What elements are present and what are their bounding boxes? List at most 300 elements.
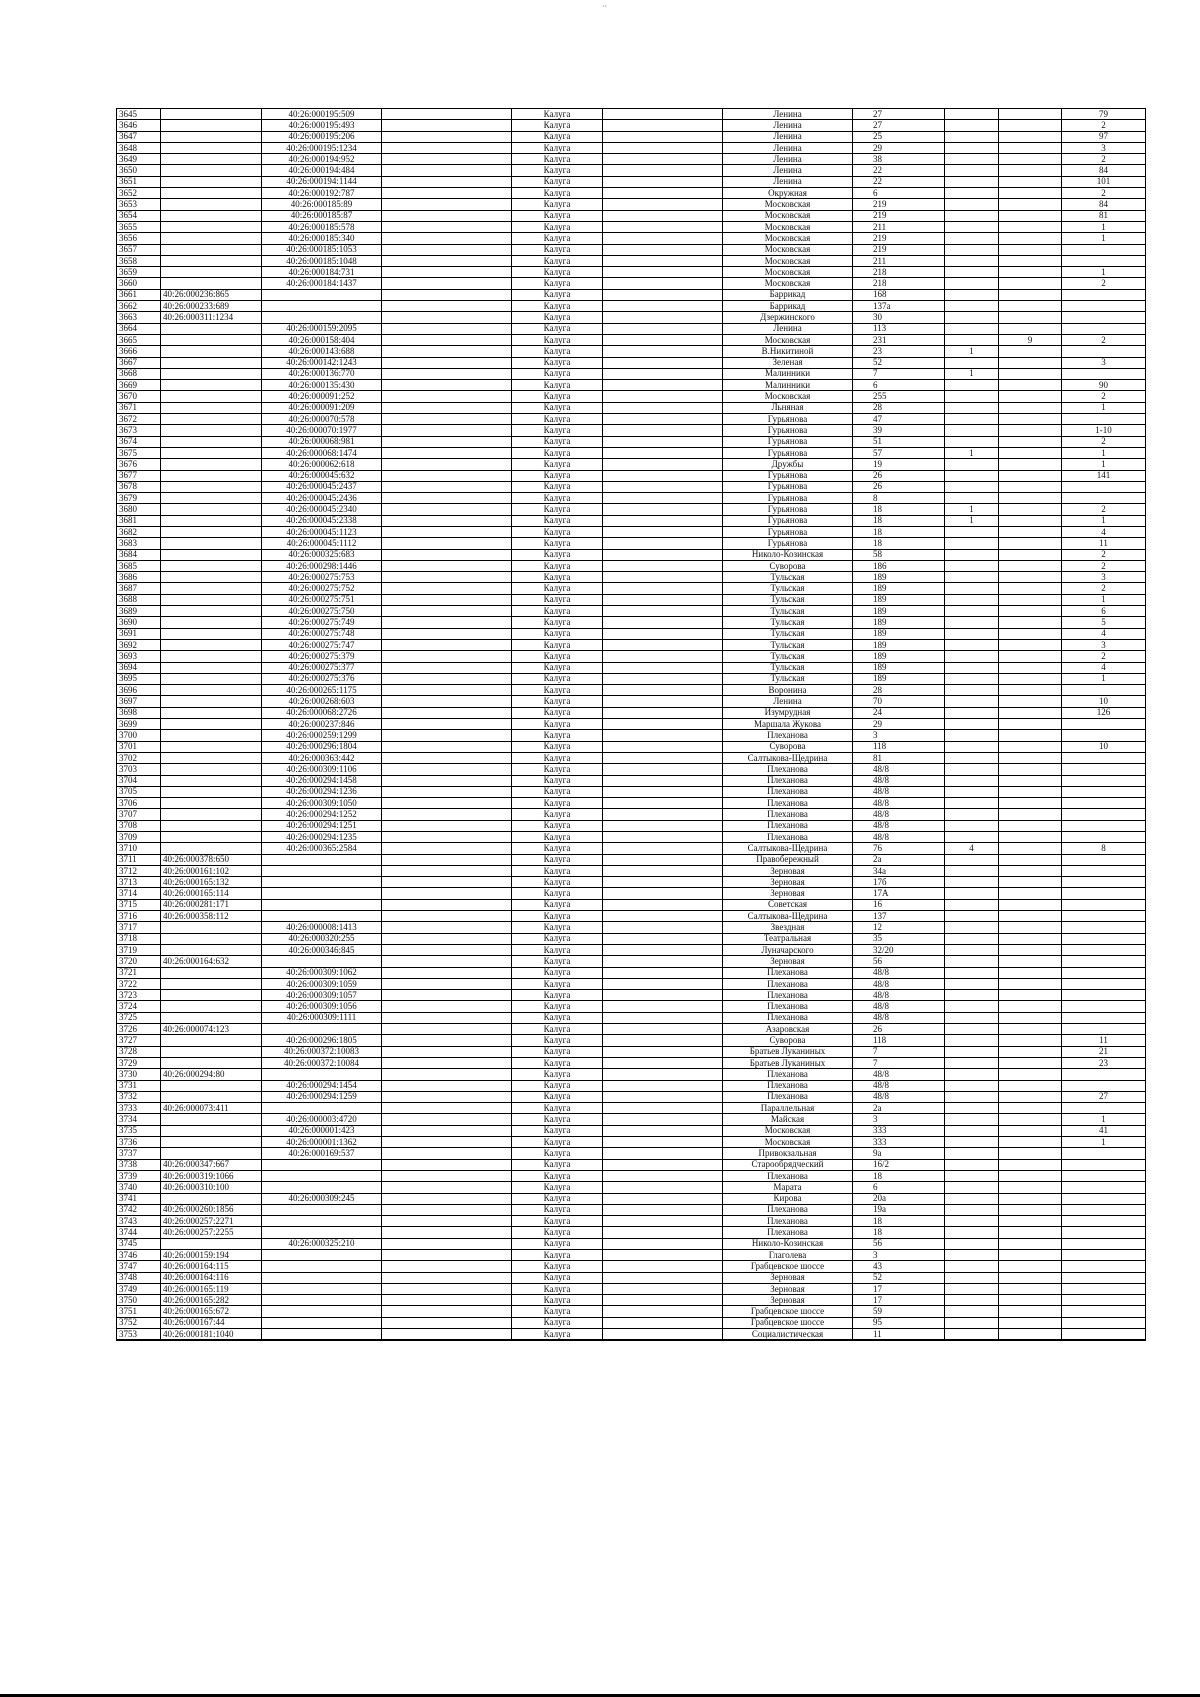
building-cell xyxy=(999,1283,1062,1294)
building-cell xyxy=(999,673,1062,684)
row-number-cell: 3693 xyxy=(117,651,161,662)
house-number-cell: 20а xyxy=(853,1193,945,1204)
table-row xyxy=(117,944,1146,955)
street-cell: Братьев Луканиных xyxy=(723,1046,853,1057)
building-cell xyxy=(999,267,1062,278)
table-row xyxy=(117,436,1146,447)
city-cell: Калуга xyxy=(512,877,603,888)
land-cadastral-number-cell xyxy=(161,380,262,391)
korpus-cell xyxy=(945,142,999,153)
apartment-number-cell xyxy=(1062,346,1146,357)
apartment-number-cell xyxy=(1062,1227,1146,1238)
house-number-cell: 81 xyxy=(853,752,945,763)
extra-col-a-cell xyxy=(382,1249,512,1260)
house-number-cell: 43 xyxy=(853,1261,945,1272)
row-number-cell: 3739 xyxy=(117,1170,161,1181)
table-row xyxy=(117,1204,1146,1215)
house-number-cell: 29 xyxy=(853,142,945,153)
land-cadastral-number-cell xyxy=(161,165,262,176)
extra-col-b-cell xyxy=(603,809,723,820)
street-cell: Зерновая xyxy=(723,1295,853,1306)
apartment-number-cell xyxy=(1062,1216,1146,1227)
city-cell: Калуга xyxy=(512,447,603,458)
house-number-cell: 189 xyxy=(853,628,945,639)
korpus-cell xyxy=(945,312,999,323)
table-row xyxy=(117,244,1146,255)
extra-col-b-cell xyxy=(603,402,723,413)
land-cadastral-number-cell xyxy=(161,628,262,639)
apartment-number-cell: 5 xyxy=(1062,617,1146,628)
city-cell: Калуга xyxy=(512,1216,603,1227)
city-cell: Калуга xyxy=(512,267,603,278)
extra-col-b-cell xyxy=(603,391,723,402)
extra-col-b-cell xyxy=(603,1238,723,1249)
street-cell: Гурьянова xyxy=(723,493,853,504)
apartment-number-cell xyxy=(1062,1148,1146,1159)
building-cadastral-number-cell: 40:26:000294:1252 xyxy=(262,809,382,820)
table-row xyxy=(117,1069,1146,1080)
table-row xyxy=(117,854,1146,865)
land-cadastral-number-cell xyxy=(161,481,262,492)
row-number-cell: 3708 xyxy=(117,820,161,831)
extra-col-a-cell xyxy=(382,301,512,312)
street-cell: Тульская xyxy=(723,572,853,583)
extra-col-b-cell xyxy=(603,289,723,300)
city-cell: Калуга xyxy=(512,1012,603,1023)
building-cell xyxy=(999,956,1062,967)
row-number-cell: 3711 xyxy=(117,854,161,865)
street-cell: Тульская xyxy=(723,617,853,628)
building-cadastral-number-cell: 40:26:000365:2584 xyxy=(262,843,382,854)
extra-col-a-cell xyxy=(382,990,512,1001)
city-cell: Калуга xyxy=(512,1148,603,1159)
building-cell xyxy=(999,120,1062,131)
city-cell: Калуга xyxy=(512,956,603,967)
extra-col-a-cell xyxy=(382,809,512,820)
extra-col-b-cell xyxy=(603,323,723,334)
apartment-number-cell: 81 xyxy=(1062,210,1146,221)
street-cell: Азаровская xyxy=(723,1024,853,1035)
extra-col-a-cell xyxy=(382,1057,512,1068)
street-cell: Малинники xyxy=(723,368,853,379)
extra-col-a-cell xyxy=(382,199,512,210)
extra-col-a-cell xyxy=(382,312,512,323)
building-cadastral-number-cell: 40:26:000294:1259 xyxy=(262,1091,382,1102)
building-cell xyxy=(999,504,1062,515)
extra-col-b-cell xyxy=(603,493,723,504)
street-cell: Плеханова xyxy=(723,967,853,978)
building-cadastral-number-cell: 40:26:000045:1123 xyxy=(262,526,382,537)
extra-col-b-cell xyxy=(603,210,723,221)
extra-col-b-cell xyxy=(603,1193,723,1204)
land-cadastral-number-cell: 40:26:000167:44 xyxy=(161,1317,262,1328)
korpus-cell: 1 xyxy=(945,504,999,515)
street-cell: Советская xyxy=(723,899,853,910)
street-cell: Гурьянова xyxy=(723,447,853,458)
street-cell: Ленина xyxy=(723,323,853,334)
building-cadastral-number-cell xyxy=(262,911,382,922)
extra-col-b-cell xyxy=(603,1170,723,1181)
land-cadastral-number-cell: 40:26:000161:102 xyxy=(161,865,262,876)
row-number-cell: 3699 xyxy=(117,719,161,730)
house-number-cell: 118 xyxy=(853,1035,945,1046)
land-cadastral-number-cell xyxy=(161,933,262,944)
row-number-cell: 3748 xyxy=(117,1272,161,1283)
table-row xyxy=(117,221,1146,232)
apartment-number-cell: 10 xyxy=(1062,696,1146,707)
table-row xyxy=(117,176,1146,187)
apartment-number-cell: 3 xyxy=(1062,572,1146,583)
extra-col-a-cell xyxy=(382,820,512,831)
street-cell: Кирова xyxy=(723,1193,853,1204)
building-cadastral-number-cell: 40:26:000068:2726 xyxy=(262,707,382,718)
building-cell xyxy=(999,583,1062,594)
land-cadastral-number-cell: 40:26:000257:2271 xyxy=(161,1216,262,1227)
street-cell: Грабцевское шоссе xyxy=(723,1306,853,1317)
building-cadastral-number-cell: 40:26:000194:952 xyxy=(262,154,382,165)
row-number-cell: 3659 xyxy=(117,267,161,278)
building-cell xyxy=(999,933,1062,944)
korpus-cell xyxy=(945,301,999,312)
table-row xyxy=(117,707,1146,718)
table-row xyxy=(117,572,1146,583)
extra-col-a-cell xyxy=(382,538,512,549)
street-cell: Плеханова xyxy=(723,1080,853,1091)
extra-col-b-cell xyxy=(603,334,723,345)
house-number-cell: 48/8 xyxy=(853,978,945,989)
korpus-cell xyxy=(945,594,999,605)
row-number-cell: 3745 xyxy=(117,1238,161,1249)
table-row xyxy=(117,911,1146,922)
extra-col-a-cell xyxy=(382,978,512,989)
building-cadastral-number-cell: 40:26:000142:1243 xyxy=(262,357,382,368)
street-cell: Московская xyxy=(723,334,853,345)
row-number-cell: 3684 xyxy=(117,549,161,560)
street-cell: Баррикад xyxy=(723,301,853,312)
korpus-cell xyxy=(945,696,999,707)
building-cell xyxy=(999,685,1062,696)
extra-col-b-cell xyxy=(603,1103,723,1114)
land-cadastral-number-cell: 40:26:000257:2255 xyxy=(161,1227,262,1238)
building-cell xyxy=(999,109,1062,120)
extra-col-a-cell xyxy=(382,414,512,425)
korpus-cell xyxy=(945,572,999,583)
house-number-cell: 2а xyxy=(853,1103,945,1114)
row-number-cell: 3685 xyxy=(117,560,161,571)
table-row xyxy=(117,956,1146,967)
korpus-cell xyxy=(945,278,999,289)
land-cadastral-number-cell xyxy=(161,1137,262,1148)
building-cell xyxy=(999,1057,1062,1068)
land-cadastral-number-cell: 40:26:000181:1040 xyxy=(161,1329,262,1341)
extra-col-b-cell xyxy=(603,120,723,131)
land-cadastral-number-cell: 40:26:000165:282 xyxy=(161,1295,262,1306)
city-cell: Калуга xyxy=(512,233,603,244)
row-number-cell: 3663 xyxy=(117,312,161,323)
house-number-cell: 6 xyxy=(853,380,945,391)
extra-col-b-cell xyxy=(603,922,723,933)
apartment-number-cell xyxy=(1062,1103,1146,1114)
table-row xyxy=(117,685,1146,696)
street-cell: Ленина xyxy=(723,131,853,142)
row-number-cell: 3750 xyxy=(117,1295,161,1306)
table-row xyxy=(117,990,1146,1001)
house-number-cell: 137а xyxy=(853,301,945,312)
building-cell xyxy=(999,990,1062,1001)
row-number-cell: 3718 xyxy=(117,933,161,944)
korpus-cell xyxy=(945,719,999,730)
building-cadastral-number-cell xyxy=(262,854,382,865)
city-cell: Калуга xyxy=(512,1283,603,1294)
apartment-number-cell: 2 xyxy=(1062,278,1146,289)
house-number-cell: 48/8 xyxy=(853,764,945,775)
table-row xyxy=(117,1170,1146,1181)
row-number-cell: 3701 xyxy=(117,741,161,752)
house-number-cell: 231 xyxy=(853,334,945,345)
table-row xyxy=(117,594,1146,605)
apartment-number-cell: 2 xyxy=(1062,334,1146,345)
row-number-cell: 3710 xyxy=(117,843,161,854)
table-row xyxy=(117,877,1146,888)
apartment-number-cell xyxy=(1062,1329,1146,1341)
row-number-cell: 3675 xyxy=(117,447,161,458)
house-number-cell: 7 xyxy=(853,368,945,379)
street-cell: Салтыкова-Щедрина xyxy=(723,911,853,922)
apartment-number-cell: 1 xyxy=(1062,221,1146,232)
extra-col-a-cell xyxy=(382,1012,512,1023)
extra-col-a-cell xyxy=(382,662,512,673)
street-cell: Плеханова xyxy=(723,1012,853,1023)
city-cell: Калуга xyxy=(512,594,603,605)
extra-col-a-cell xyxy=(382,1317,512,1328)
land-cadastral-number-cell xyxy=(161,1148,262,1159)
land-cadastral-number-cell xyxy=(161,662,262,673)
house-number-cell: 28 xyxy=(853,685,945,696)
street-cell: Гурьянова xyxy=(723,515,853,526)
land-cadastral-number-cell xyxy=(161,210,262,221)
house-number-cell: 6 xyxy=(853,1182,945,1193)
extra-col-a-cell xyxy=(382,289,512,300)
building-cell xyxy=(999,131,1062,142)
building-cell xyxy=(999,798,1062,809)
city-cell: Калуга xyxy=(512,515,603,526)
row-number-cell: 3722 xyxy=(117,978,161,989)
street-cell: Тульская xyxy=(723,651,853,662)
extra-col-b-cell xyxy=(603,877,723,888)
building-cadastral-number-cell xyxy=(262,1159,382,1170)
street-cell: Московская xyxy=(723,221,853,232)
street-cell: Плеханова xyxy=(723,1091,853,1102)
extra-col-b-cell xyxy=(603,719,723,730)
street-cell: Тульская xyxy=(723,639,853,650)
land-cadastral-number-cell: 40:26:000164:115 xyxy=(161,1261,262,1272)
extra-col-b-cell xyxy=(603,1317,723,1328)
building-cadastral-number-cell: 40:26:000237:846 xyxy=(262,719,382,730)
building-cell xyxy=(999,639,1062,650)
street-cell: Московская xyxy=(723,255,853,266)
building-cadastral-number-cell xyxy=(262,865,382,876)
apartment-number-cell: 8 xyxy=(1062,843,1146,854)
building-cadastral-number-cell xyxy=(262,1227,382,1238)
extra-col-b-cell xyxy=(603,1261,723,1272)
korpus-cell xyxy=(945,820,999,831)
extra-col-b-cell xyxy=(603,1249,723,1260)
apartment-number-cell xyxy=(1062,1238,1146,1249)
house-number-cell: 76 xyxy=(853,843,945,854)
extra-col-b-cell xyxy=(603,1295,723,1306)
extra-col-a-cell xyxy=(382,131,512,142)
building-cadastral-number-cell xyxy=(262,1317,382,1328)
apartment-number-cell: 1 xyxy=(1062,267,1146,278)
house-number-cell: 118 xyxy=(853,741,945,752)
building-cell xyxy=(999,944,1062,955)
table-row xyxy=(117,1238,1146,1249)
korpus-cell: 1 xyxy=(945,447,999,458)
extra-col-a-cell xyxy=(382,267,512,278)
building-cell xyxy=(999,436,1062,447)
building-cadastral-number-cell: 40:26:000185:340 xyxy=(262,233,382,244)
building-cadastral-number-cell: 40:26:000275:749 xyxy=(262,617,382,628)
extra-col-a-cell xyxy=(382,775,512,786)
korpus-cell xyxy=(945,832,999,843)
building-cell xyxy=(999,865,1062,876)
land-cadastral-number-cell: 40:26:000281:171 xyxy=(161,899,262,910)
table-row xyxy=(117,1148,1146,1159)
street-cell: Братьев Луканиных xyxy=(723,1057,853,1068)
land-cadastral-number-cell xyxy=(161,922,262,933)
house-number-cell: 48/8 xyxy=(853,820,945,831)
apartment-number-cell xyxy=(1062,1159,1146,1170)
city-cell: Калуга xyxy=(512,255,603,266)
apartment-number-cell: 6 xyxy=(1062,606,1146,617)
table-row xyxy=(117,560,1146,571)
korpus-cell xyxy=(945,1137,999,1148)
korpus-cell xyxy=(945,1069,999,1080)
city-cell: Калуга xyxy=(512,560,603,571)
korpus-cell xyxy=(945,707,999,718)
extra-col-b-cell xyxy=(603,1057,723,1068)
street-cell: Зерновая xyxy=(723,1283,853,1294)
table-row xyxy=(117,967,1146,978)
building-cadastral-number-cell: 40:26:000001:1362 xyxy=(262,1137,382,1148)
extra-col-b-cell xyxy=(603,696,723,707)
korpus-cell xyxy=(945,899,999,910)
building-cell xyxy=(999,1182,1062,1193)
land-cadastral-number-cell: 40:26:000159:194 xyxy=(161,1249,262,1260)
extra-col-b-cell xyxy=(603,1182,723,1193)
building-cadastral-number-cell xyxy=(262,301,382,312)
house-number-cell: 59 xyxy=(853,1306,945,1317)
table-row xyxy=(117,1193,1146,1204)
land-cadastral-number-cell: 40:26:000358:112 xyxy=(161,911,262,922)
street-cell: Московская xyxy=(723,1125,853,1136)
street-cell: Плеханова xyxy=(723,764,853,775)
street-cell: Гурьянова xyxy=(723,436,853,447)
city-cell: Калуга xyxy=(512,741,603,752)
building-cadastral-number-cell: 40:26:000275:379 xyxy=(262,651,382,662)
table-row xyxy=(117,380,1146,391)
row-number-cell: 3751 xyxy=(117,1306,161,1317)
property-register-table xyxy=(116,108,1146,1341)
building-cell xyxy=(999,560,1062,571)
building-cadastral-number-cell xyxy=(262,1204,382,1215)
apartment-number-cell xyxy=(1062,289,1146,300)
building-cadastral-number-cell: 40:26:000275:751 xyxy=(262,594,382,605)
building-cadastral-number-cell xyxy=(262,1103,382,1114)
apartment-number-cell: 23 xyxy=(1062,1057,1146,1068)
table-row xyxy=(117,651,1146,662)
extra-col-a-cell xyxy=(382,120,512,131)
apartment-number-cell xyxy=(1062,1204,1146,1215)
building-cell xyxy=(999,1193,1062,1204)
extra-col-a-cell xyxy=(382,402,512,413)
extra-col-a-cell xyxy=(382,278,512,289)
land-cadastral-number-cell xyxy=(161,244,262,255)
city-cell: Калуга xyxy=(512,617,603,628)
land-cadastral-number-cell xyxy=(161,730,262,741)
land-cadastral-number-cell xyxy=(161,538,262,549)
table-row xyxy=(117,1306,1146,1317)
house-number-cell: 52 xyxy=(853,1272,945,1283)
extra-col-a-cell xyxy=(382,922,512,933)
building-cadastral-number-cell: 40:26:000275:747 xyxy=(262,639,382,650)
table-row xyxy=(117,978,1146,989)
korpus-cell xyxy=(945,560,999,571)
korpus-cell xyxy=(945,809,999,820)
extra-col-b-cell xyxy=(603,990,723,1001)
house-number-cell: 23 xyxy=(853,346,945,357)
extra-col-a-cell xyxy=(382,549,512,560)
house-number-cell: 95 xyxy=(853,1317,945,1328)
city-cell: Калуга xyxy=(512,526,603,537)
building-cell xyxy=(999,244,1062,255)
street-cell: Николо-Козинская xyxy=(723,549,853,560)
table-row xyxy=(117,1317,1146,1328)
house-number-cell: 3 xyxy=(853,1114,945,1125)
row-number-cell: 3645 xyxy=(117,109,161,120)
building-cadastral-number-cell: 40:26:000045:2340 xyxy=(262,504,382,515)
korpus-cell xyxy=(945,210,999,221)
korpus-cell xyxy=(945,1249,999,1260)
building-cadastral-number-cell: 40:26:000275:748 xyxy=(262,628,382,639)
korpus-cell xyxy=(945,538,999,549)
extra-col-b-cell xyxy=(603,538,723,549)
apartment-number-cell xyxy=(1062,255,1146,266)
land-cadastral-number-cell: 40:26:000236:865 xyxy=(161,289,262,300)
row-number-cell: 3741 xyxy=(117,1193,161,1204)
extra-col-a-cell xyxy=(382,323,512,334)
extra-col-a-cell xyxy=(382,142,512,153)
extra-col-b-cell xyxy=(603,651,723,662)
building-cell xyxy=(999,809,1062,820)
korpus-cell xyxy=(945,956,999,967)
city-cell: Калуга xyxy=(512,334,603,345)
extra-col-a-cell xyxy=(382,154,512,165)
extra-col-b-cell xyxy=(603,673,723,684)
apartment-number-cell xyxy=(1062,730,1146,741)
extra-col-b-cell xyxy=(603,301,723,312)
extra-col-a-cell xyxy=(382,481,512,492)
extra-col-b-cell xyxy=(603,436,723,447)
building-cadastral-number-cell xyxy=(262,888,382,899)
row-number-cell: 3752 xyxy=(117,1317,161,1328)
extra-col-b-cell xyxy=(603,820,723,831)
row-number-cell: 3730 xyxy=(117,1069,161,1080)
house-number-cell: 39 xyxy=(853,425,945,436)
extra-col-a-cell xyxy=(382,1137,512,1148)
street-cell: Суворова xyxy=(723,1035,853,1046)
house-number-cell: 35 xyxy=(853,933,945,944)
